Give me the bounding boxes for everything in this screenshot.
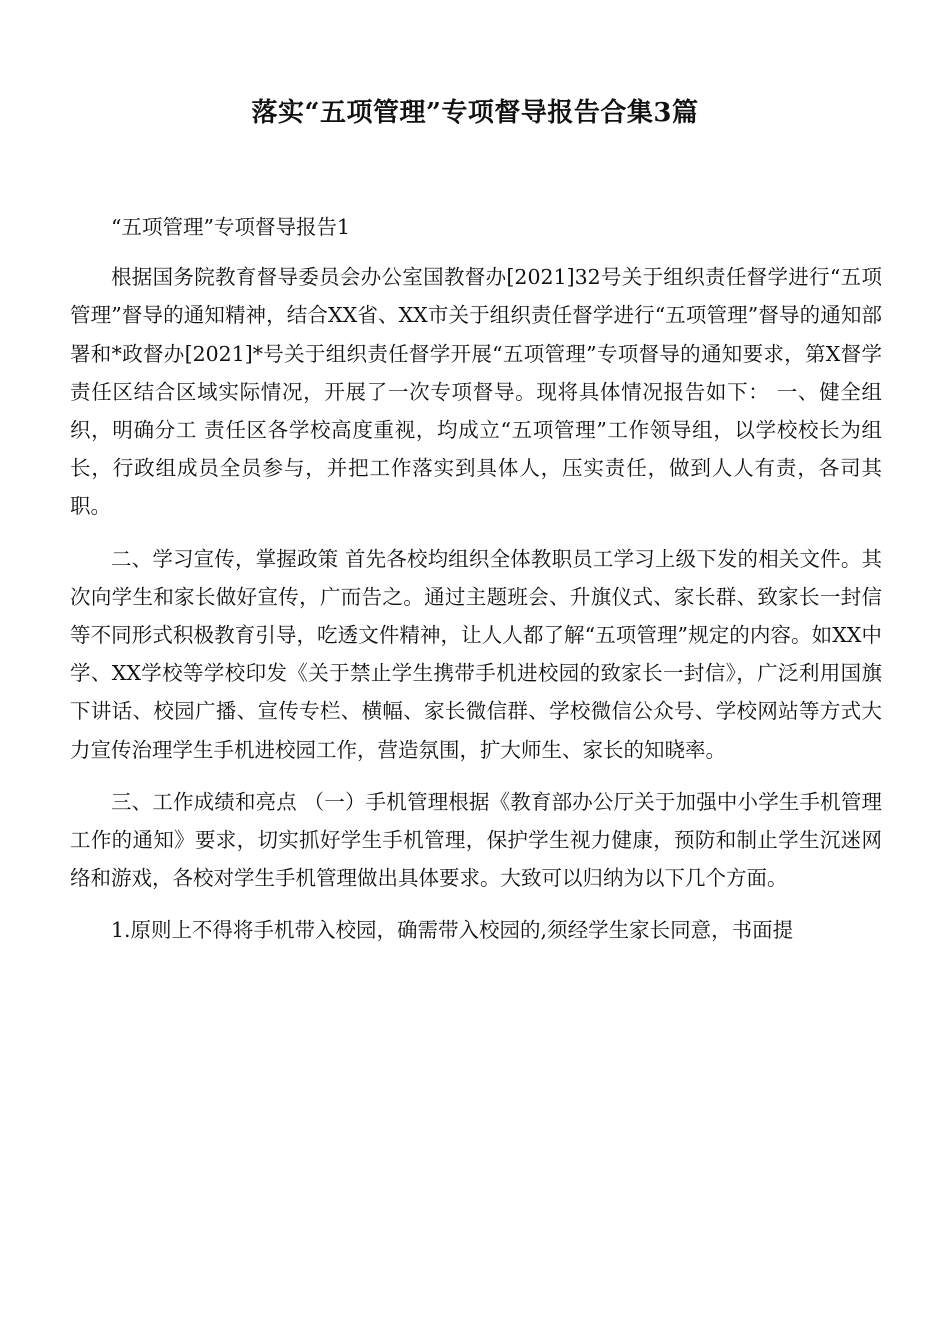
paragraph-4: 1.原则上不得将手机带入校园，确需带入校园的,须经学生家长同意，书面提 — [111, 918, 794, 943]
paragraph-1: 根据国务院教育督导委员会办公室国教督办[2021]32号关于组织责任督学进行“五项管理”督导的通知精神，结合XX省、XX市关于组织责任督学进行“五项管理”督导的通知部署和*政督办[2021]*号关于组织责任督学开展“五项管理”专项督导的通知要求，第X督学责任区结合区域实际情况，开展了一次专项督导。现将具体情况报告如下： 一、健全组织，明确分工 责任区各学校高度重视，均成立“五项管理”工作领导组，以学校校长为组长，行政组成员全员参与，并把工作落实到具体人，压实责任，做到人人有责，各司其职。 — [70, 265, 882, 519]
report-subtitle: “五项管理”专项督导报告1 — [111, 215, 351, 239]
paragraph-2: 二、学习宣传，掌握政策 首先各校均组织全体教职员工学习上级下发的相关文件。其次向学生和家长做好宣传，广而告之。通过主题班会、升旗仪式、家长群、致家长一封信等不同形式积极教育引导，吃透文件精神，让人人都了解“五项管理”规定的内容。如XX中学、XX学校等学校印发《关于禁止学生携带手机进校园的致家长一封信》，广泛利用国旗下讲话、校园广播、宣传专栏、横幅、家长微信群、学校微信公众号、学校网站等方式大力宣传治理学生手机进校园工作，营造氛围，扩大师生、家长的知晓率。 — [70, 546, 882, 762]
paragraph-3: 三、工作成绩和亮点 （一）手机管理根据《教育部办公厅关于加强中小学生手机管理工作的通知》要求，切实抓好学生手机管理，保护学生视力健康，预防和制止学生沉迷网络和游戏，各校对学生手机管理做出具体要求。大致可以归纳为以下几个方面。 — [70, 789, 882, 891]
document-body — [70, 208, 882, 964]
document-title: 落实“五项管理”专项督导报告合集3篇 — [251, 98, 699, 128]
